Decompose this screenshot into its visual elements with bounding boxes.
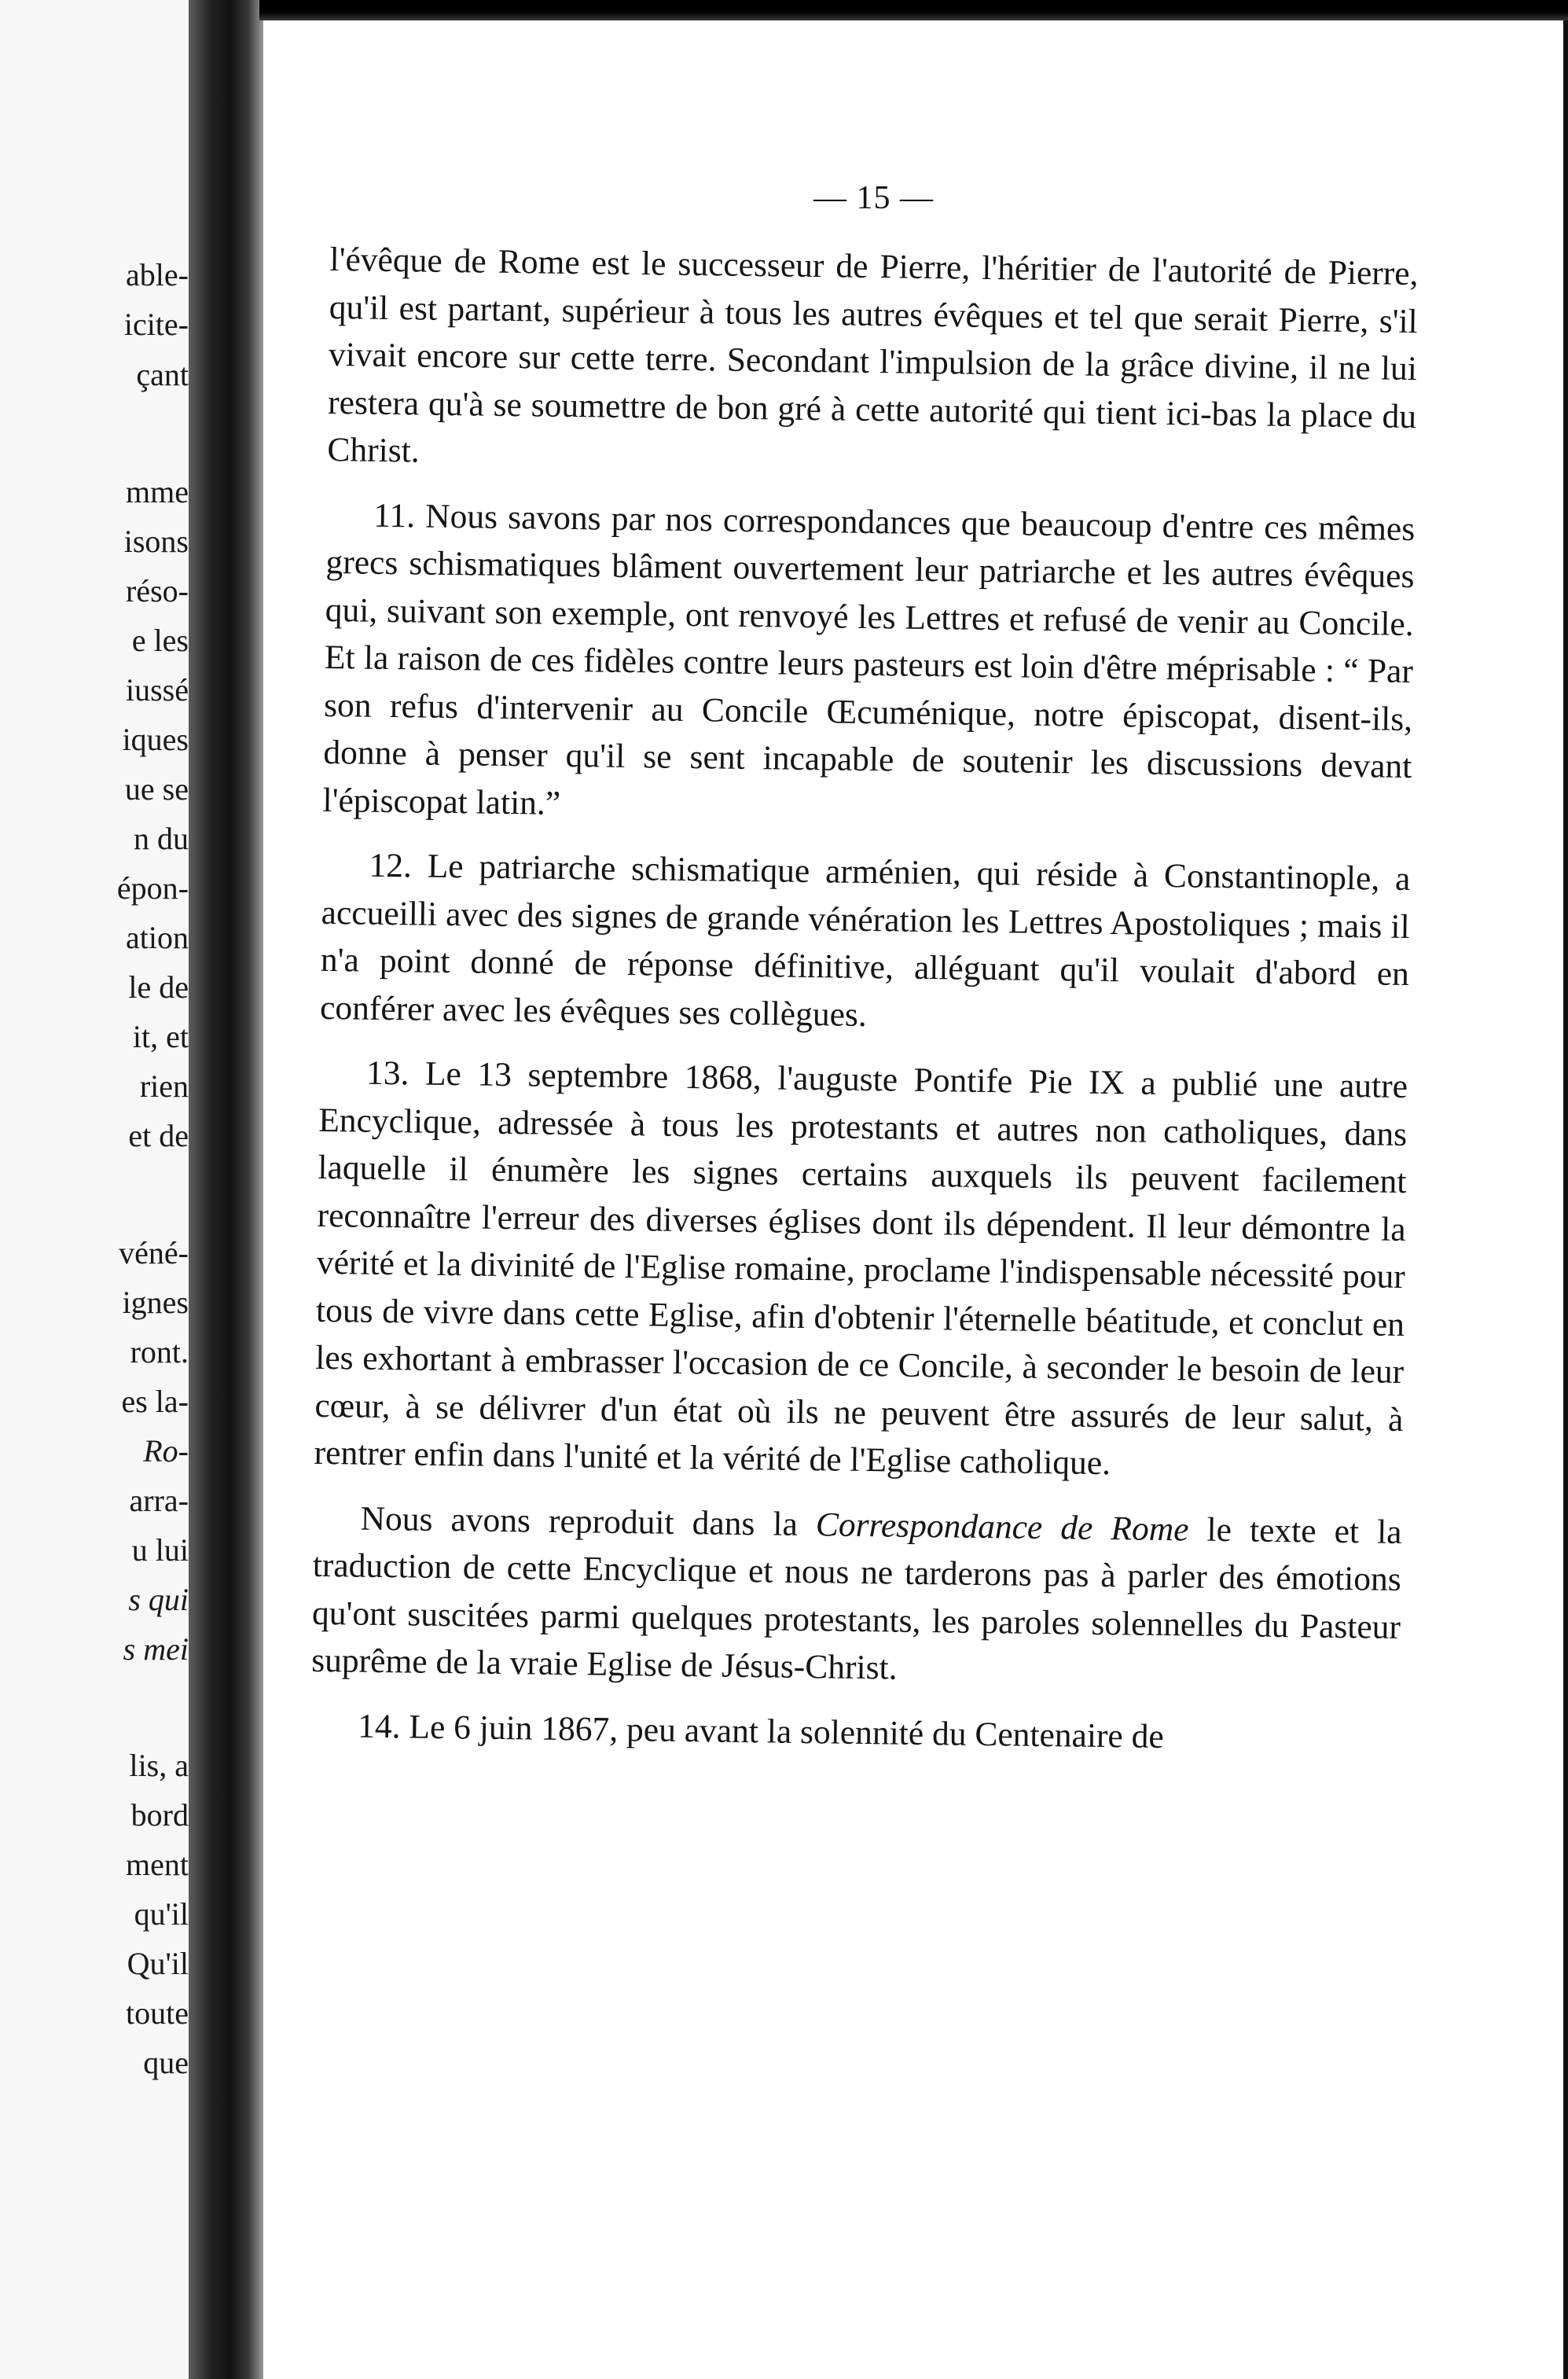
left-page-fragment-line: iussé <box>126 672 189 708</box>
left-page-fragment-line: u lui <box>131 1532 189 1568</box>
left-page-fragment-line: lis, a <box>129 1748 189 1783</box>
left-page-fragment-line: isons <box>123 524 189 559</box>
left-page-fragment-line: icite- <box>123 307 189 342</box>
left-page-fragment-line: bord <box>130 1797 189 1833</box>
left-page-fragment-line: ation <box>126 920 189 955</box>
paragraph-11: 11. Nous savons par nos correspondances que beaucoup d'entre ces mêmes grecs schismatiques blâment ouvertement leur patriarche et les autres évêques qui, suivant son exemple, ont renvoyé les Lettres et refusé de venir au Concile. Et la raison de ces fidèles contre leurs pasteurs est loin d'être méprisable : “ Par son refus d'intervenir au Concile Œcuménique, notre épiscopat, disent-ils, donne à penser qu'il se sent incapable de soutenir les discussions devant l'épiscopat latin.” <box>322 496 1416 822</box>
left-page-fragment-line: ignes <box>122 1285 189 1320</box>
page-number: — 15 — <box>813 180 934 216</box>
left-page-fragment-line: mme <box>126 474 189 509</box>
left-page-fragment-line: Ro- <box>143 1433 189 1469</box>
left-page-fragment-line: réso- <box>126 573 189 609</box>
left-page-fragment-line: iques <box>122 722 189 757</box>
left-page-fragment-line: épon- <box>116 870 189 906</box>
left-page-fragment-line: Qu'il <box>127 1946 189 1981</box>
journal-title: Correspondance de Rome <box>815 1505 1189 1548</box>
left-page-fragment-line: et de <box>128 1118 189 1153</box>
paragraph-correspondance-end: le texte et la traduction de cette Encyclique et nous ne tarderons pas à parler des émotions qu'ont suscitées parmi quelques protestants, les paroles solennelles du Pasteur suprême de la vraie Eglise de Jésus-Christ. <box>310 1509 1402 1687</box>
book-binding-gutter <box>189 0 263 2379</box>
scan-top-edge <box>259 0 1568 20</box>
paragraph-13: 13. Le 13 septembre 1868, l'auguste Pontife Pie IX a publié une autre Encyclique, adressée à tous les protestants et autres non catholiques, dans laquelle il énumère les signes certains auxquels ils peuvent facilement reconnaître l'erreur des diverses églises dont ils dépendent. Il leur démontre la vérité et la divinité de l'Eglise romaine, proclame l'indispensable nécessité pour tous de vivre dans cette Eglise, afin d'obtenir l'éternelle béatitude, et conclut en les exhortant à embrasser l'occasion de ce Concile, à seconder le besoin de leur cœur, à se délivrer d'un état où ils ne peuvent être assurés de leur salut, à rentrer enfin dans l'unité et la vérité de l'Eglise catholique. <box>314 1053 1408 1483</box>
paragraph-correspondance-start: Nous avons reproduit dans la <box>360 1499 817 1543</box>
left-page-fragment-line: it, et <box>132 1019 189 1054</box>
left-page-fragment-line: que <box>143 2045 189 2080</box>
scan-right-edge <box>1563 20 1568 2379</box>
left-page-fragment-line: e les <box>131 623 189 658</box>
left-page-fragment-line: able- <box>126 257 189 292</box>
paragraph-12: 12. Le patriarche schismatique arménien, qui réside à Constantinople, a accueilli avec des signes de grande vénération les Lettres Apostoliques ; mais il n'a point donné de réponse définitive, alléguant qu'il voulait d'abord en conférer avec les évêques ses collègues. <box>319 846 1411 1034</box>
left-page-fragment-line: s qui <box>128 1582 189 1617</box>
left-page-fragment <box>0 0 196 2379</box>
left-page-text-fragments <box>0 0 189 2379</box>
left-page-fragment-line: ue se <box>124 771 189 807</box>
body-text <box>310 236 1419 1763</box>
paragraph-14: 14. Le 6 juin 1867, peu avant la solennité du Centenaire de <box>357 1707 1165 1756</box>
left-page-fragment-line: toute <box>126 1995 189 2031</box>
left-page-fragment-line: ront. <box>130 1334 189 1370</box>
left-page-fragment-line: véné- <box>119 1235 189 1270</box>
left-page-fragment-line: n du <box>134 821 189 856</box>
left-page-fragment-line: le de <box>128 969 189 1005</box>
left-page-fragment-line: s mei <box>123 1631 189 1667</box>
paragraph-correspondance <box>311 1494 1402 1698</box>
left-page-fragment-line: es la- <box>121 1384 189 1419</box>
left-page-fragment-line: arra- <box>129 1483 189 1518</box>
left-page-fragment-line: ment <box>126 1847 189 1882</box>
left-page-fragment-line: çant <box>136 357 189 392</box>
left-page-fragment-line: rien <box>139 1068 189 1104</box>
paragraph-continued: l'évêque de Rome est le successeur de Pierre, l'héritier de l'autorité de Pierre, qu'il est partant, supérieur à tous les autres évêques et tel que serait Pierre, s'il vivait encore sur cette terre. Secondant l'impulsion de la grâce divine, il ne lui restera qu'à se soumettre de bon gré à cette autorité qui tient ici-bas la place du Christ. <box>327 240 1419 470</box>
left-page-fragment-line: qu'il <box>134 1896 189 1932</box>
